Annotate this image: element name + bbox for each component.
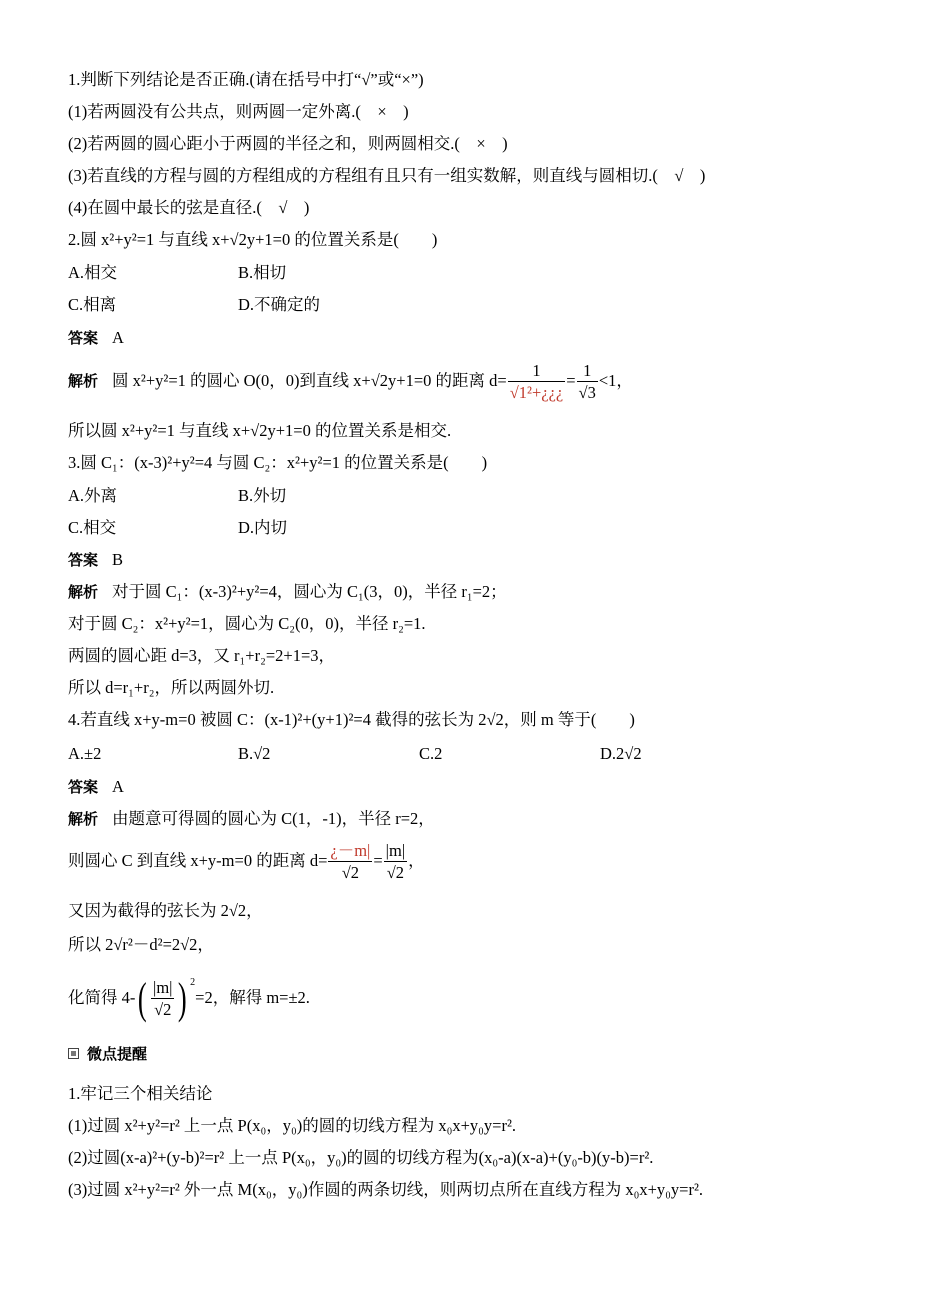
q3-answer: B [112, 550, 124, 569]
q4-option-d: D.2√2 [600, 744, 642, 763]
q4-analysis-2-text: 则圆心 C 到直线 x+y-m=0 的距离 d= [68, 851, 328, 870]
q3-answer-row [68, 549, 123, 571]
q2-frac1-den: √1²+¿¿¿ [509, 382, 564, 402]
answer-label: 答案 [68, 778, 99, 796]
answer-label: 答案 [68, 329, 99, 347]
q4-fraction-a [328, 841, 372, 884]
q1-title: 1.判断下列结论是否正确.(请在括号中打“√”或“×”) [68, 70, 424, 89]
q2-stem: 2.圆 x²+y²=1 与直线 x+√2y+1=0 的位置关系是( ) [68, 230, 438, 249]
left-paren: ( [138, 974, 148, 1024]
q2-option-b: B.相切 [238, 263, 287, 282]
q4-analysis-3: 又因为截得的弦长为 2√2， [68, 901, 263, 920]
q2-analysis-2: 所以圆 x²+y²=1 与直线 x+√2y+1=0 的位置关系是相交. [68, 421, 452, 440]
q4-frac-c-num: |m| [153, 977, 173, 997]
q4-analysis-2: 则圆心 C 到直线 x+y-m=0 的距离 d= $\frac{¿-m|}{√2}$ = $\frac{|m|}{√2}$ ， [68, 840, 425, 882]
q2-frac2-den: √3 [578, 382, 596, 402]
q3-option-d: D.内切 [238, 518, 288, 537]
q3-analysis-2: 对于圆 C₂：x²+y²=1，圆心为 C₂(0，0)，半径 r₂=1. [68, 614, 426, 633]
q4-analysis-2-tail: ， [408, 851, 425, 870]
q3-analysis-3: 两圆的圆心距 d=3，又 r₁+r₂=2+1=3， [68, 646, 336, 665]
q3-option-a: A.外离 [68, 486, 118, 505]
q2-analysis-1-tail: <1， [598, 371, 633, 390]
q1-item-4: (4)在圆中最长的弦是直径.( √ ) [68, 198, 310, 217]
q4-frac-c-den: √2 [151, 998, 174, 1021]
analysis-label: 解析 [68, 372, 99, 390]
tip-heading [68, 1043, 147, 1065]
q4-frac-b-num: |m| [385, 840, 406, 860]
tip-heading-text: 微点提醒 [87, 1045, 148, 1063]
square-bullet-icon [68, 1048, 79, 1059]
q1-item-1: (1)若两圆没有公共点，则两圆一定外离.( × ) [68, 102, 409, 121]
q4-option-b: B.√2 [238, 744, 271, 763]
q2-option-d: D.不确定的 [238, 295, 321, 314]
analysis-label: 解析 [68, 810, 99, 828]
q2-analysis-1-text: 圆 x²+y²=1 的圆心 O(0，0)到直线 x+√2y+1=0 的距离 d= [112, 371, 507, 390]
q4-analysis-5-text: 化简得 4- [68, 988, 136, 1007]
q4-frac-a-den: √2 [328, 861, 372, 884]
q4-fraction-c [151, 978, 174, 1021]
q3-analysis-1 [68, 581, 507, 603]
q2-option-c: C.相离 [68, 295, 117, 314]
q4-analysis-4: 所以 2√r²－d²=2√2， [68, 935, 214, 954]
q2-fraction-1 [508, 361, 566, 404]
q2-answer-row [68, 327, 124, 349]
q3-analysis-4: 所以 d=r₁+r₂，所以两圆外切. [68, 678, 275, 697]
q4-fraction-b [384, 841, 407, 884]
q2-frac2-num: 1 [583, 360, 592, 380]
right-paren: ) [178, 974, 188, 1024]
q2-analysis-1: 解析 圆 x²+y²=1 的圆心 O(0，0)到直线 x+√2y+1=0 的距离 d= $\frac{1}{\text{√1²+¿¿¿}}$ = $\frac{1}{√3}$ <1， [68, 360, 633, 402]
analysis-label: 解析 [68, 583, 99, 601]
q4-analysis-5-tail: =2，解得 m=±2. [195, 988, 310, 1007]
q2-answer: A [112, 328, 124, 347]
q1-item-2: (2)若两圆的圆心距小于两圆的半径之和，则两圆相交.( × ) [68, 134, 508, 153]
q4-stem: 4.若直线 x+y-m=0 被圆 C：(x-1)²+(y+1)²=4 截得的弦长为 2√2，则 m 等于( ) [68, 710, 635, 729]
tip-title: 1.牢记三个相关结论 [68, 1084, 213, 1103]
q2-option-a: A.相交 [68, 263, 118, 282]
q3-stem: 3.圆 C₁：(x-3)²+y²=4 与圆 C₂：x²+y²=1 的位置关系是( ) [68, 453, 488, 472]
q4-frac-a-num: ¿－m| [330, 840, 371, 860]
q4-analysis-1-text: 由题意可得圆的圆心为 C(1，-1)，半径 r=2， [112, 809, 435, 828]
q4-analysis-1 [68, 808, 435, 830]
tip-item-3: (3)过圆 x²+y²=r² 外一点 M(x₀，y₀)作圆的两条切线，则两切点所在直线方程为 x₀x+y₀y=r². [68, 1180, 704, 1199]
answer-label: 答案 [68, 551, 99, 569]
q3-option-c: C.相交 [68, 518, 117, 537]
q4-answer-row [68, 776, 124, 798]
tip-item-1: (1)过圆 x²+y²=r² 上一点 P(x₀，y₀)的圆的切线方程为 x₀x+y₀y=r². [68, 1116, 517, 1135]
q4-analysis-5: 化简得 4-( $\frac{|m|}{√2}$ ) $^2$=2，解得 m=±2. [68, 974, 310, 1024]
q4-option-c: C.2 [419, 744, 443, 763]
q4-option-a: A.±2 [68, 744, 102, 763]
q4-frac-b-den: √2 [384, 861, 407, 884]
q3-option-b: B.外切 [238, 486, 287, 505]
q3-analysis-1-text: 对于圆 C₁：(x-3)²+y²=4，圆心为 C₁(3，0)，半径 r₁=2； [112, 582, 507, 601]
tip-item-2: (2)过圆(x-a)²+(y-b)²=r² 上一点 P(x₀，y₀)的圆的切线方程为(x₀-a)(x-a)+(y₀-b)(y-b)=r². [68, 1148, 654, 1167]
q2-fraction-2 [577, 361, 598, 404]
q4-answer: A [112, 777, 124, 796]
q2-frac1-num: 1 [532, 360, 541, 380]
q1-item-3: (3)若直线的方程与圆的方程组成的方程组有且只有一组实数解，则直线与圆相切.( √ ) [68, 166, 706, 185]
